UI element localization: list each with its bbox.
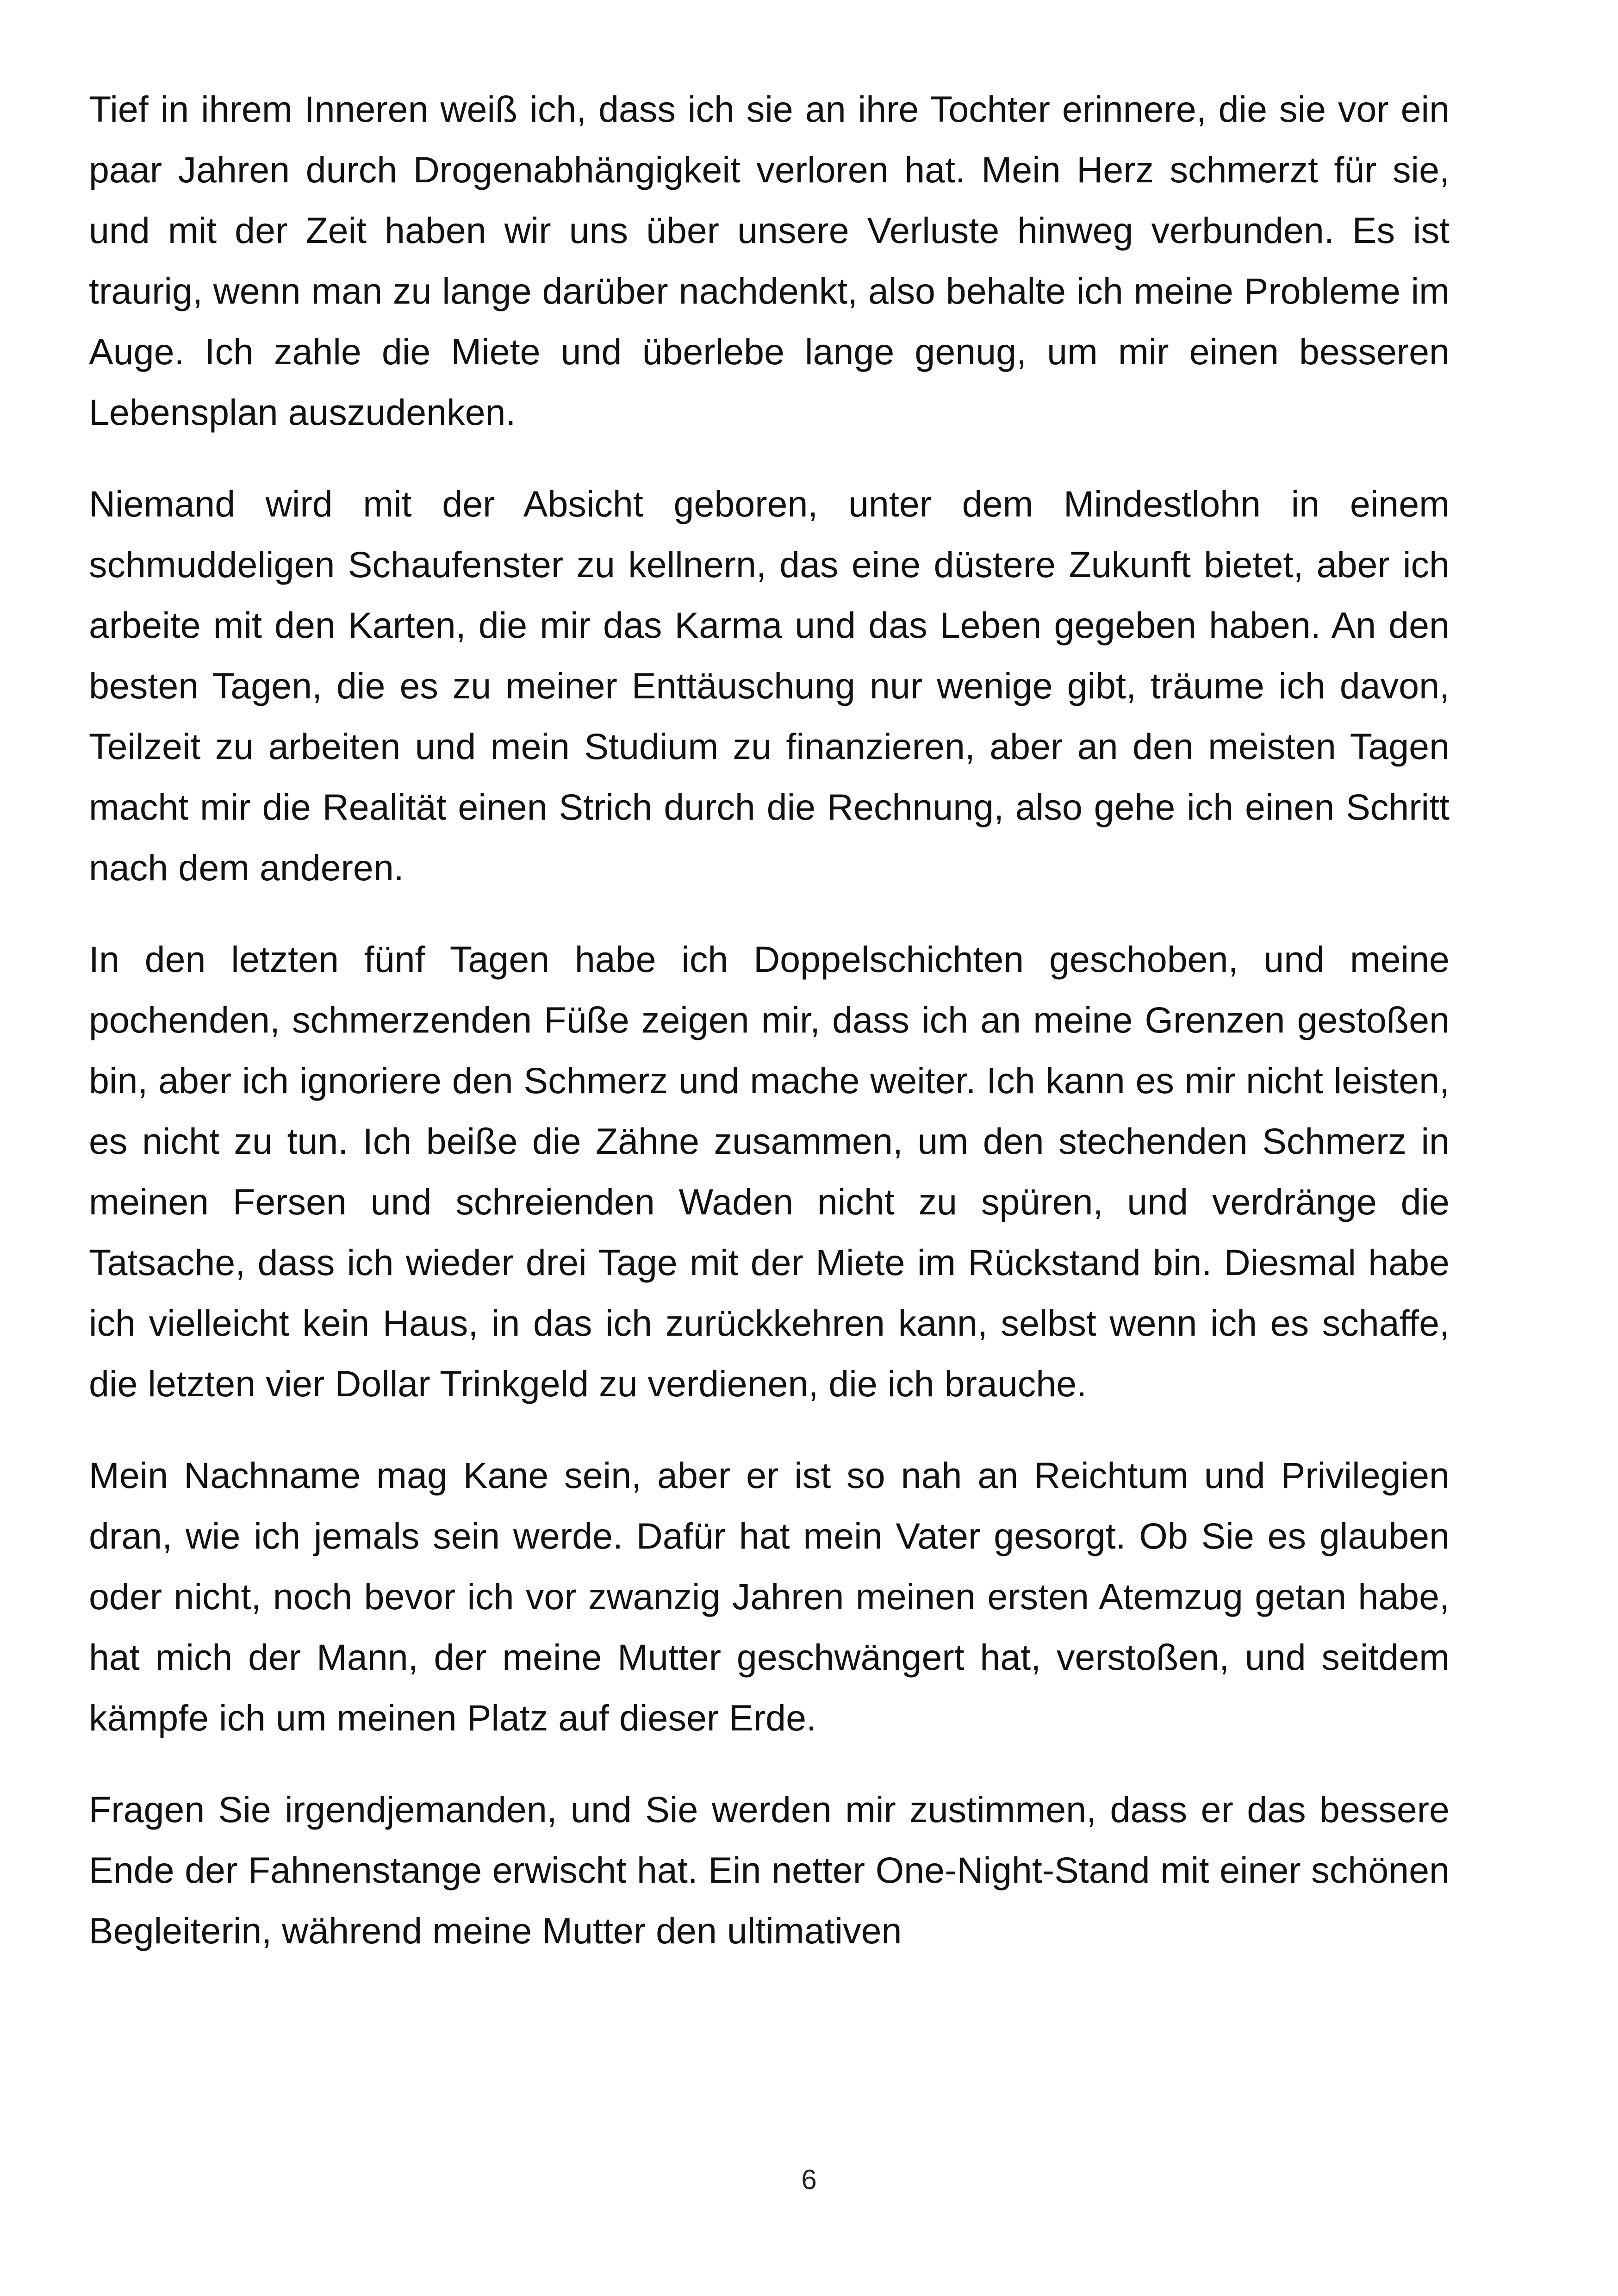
paragraph-1: Tief in ihrem Inneren weiß ich, dass ich sie an ihre Tochter erinnere, die sie vor ein paar Jahren durch Drogenabhängigkeit verloren hat. Mein Herz schmerzt für sie, und mit der Zeit haben wir uns über unsere Verluste hinweg verbunden. Es ist traurig, wenn man zu lange darüber nachdenkt, also behalte ich meine Probleme im Auge. Ich zahle die Miete und überlebe lange genug, um mir einen besseren Lebensplan auszudenken. bbox=[89, 88, 1450, 433]
paragraph-4: Mein Nachname mag Kane sein, aber er ist so nah an Reichtum und Privilegien dran, wie ich jemals sein werde. Dafür hat mein Vater gesorgt. Ob Sie es glauben oder nicht, noch bevor ich vor zwanzig Jahren meinen ersten Atemzug getan habe, hat mich der Mann, der meine Mutter geschwängert hat, verstoßen, und seitdem kämpfe ich um meinen Platz auf dieser Erde. bbox=[89, 1455, 1450, 1738]
paragraph-5: Fragen Sie irgendjemanden, und Sie werden mir zustimmen, dass er das bessere Ende der Fahnenstange erwischt hat. Ein netter One-Night-Stand mit einer schönen Begleiterin, während meine Mutter den ultimativen bbox=[89, 1789, 1450, 1951]
paragraph-2: Niemand wird mit der Absicht geboren, unter dem Mindestlohn in einem schmuddeligen Schaufenster zu kellnern, das eine düstere Zukunft bietet, aber ich arbeite mit den Karten, die mir das Karma und das Leben gegeben haben. An den besten Tagen, die es zu meiner Enttäuschung nur wenige gibt, träume ich davon, Teilzeit zu arbeiten und mein Studium zu finanzieren, aber an den meisten Tagen macht mir die Realität einen Strich durch die Rechnung, also gehe ich einen Schritt nach dem anderen. bbox=[89, 483, 1450, 888]
body-text bbox=[89, 79, 1450, 1992]
paragraph-3: In den letzten fünf Tagen habe ich Doppelschichten geschoben, und meine pochenden, schmerzenden Füße zeigen mir, dass ich an meine Grenzen gestoßen bin, aber ich ignoriere den Schmerz und mache weiter. Ich kann es mir nicht leisten, es nicht zu tun. Ich beiße die Zähne zusammen, um den stechenden Schmerz in meinen Fersen und schreienden Waden nicht zu spüren, und verdränge die Tatsache, dass ich wieder drei Tage mit der Miete im Rückstand bin. Diesmal habe ich vielleicht kein Haus, in das ich zurückkehren kann, selbst wenn ich es schaffe, die letzten vier Dollar Trinkgeld zu verdienen, die ich brauche. bbox=[89, 939, 1450, 1404]
page-number: 6 bbox=[801, 2164, 817, 2195]
